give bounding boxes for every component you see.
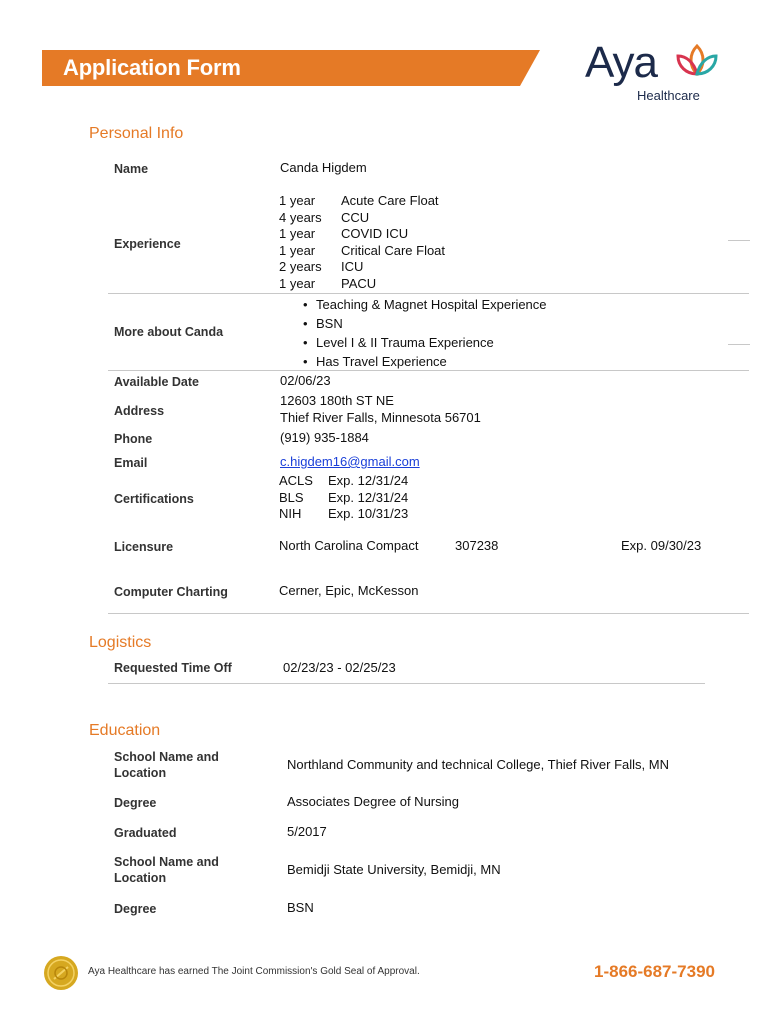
list-item: • Level I & II Trauma Experience <box>300 333 547 352</box>
computer-charting-value: Cerner, Epic, McKesson <box>279 583 419 598</box>
section-heading-education: Education <box>89 722 161 739</box>
available-date-value: 02/06/23 <box>280 373 331 388</box>
certification-item: NIH Exp. 10/31/23 <box>279 506 409 521</box>
certification-item: ACLS Exp. 12/31/24 <box>279 473 409 488</box>
degree-value: Associates Degree of Nursing <box>287 794 459 809</box>
section-heading-logistics: Logistics <box>89 634 152 651</box>
logo-wordmark: Aya <box>585 38 658 87</box>
time-off-value: 02/23/23 - 02/25/23 <box>283 660 396 675</box>
computer-charting-label: Computer Charting <box>114 585 228 599</box>
experience-item: 1 year COVID ICU <box>279 226 409 241</box>
school-name-value: Northland Community and technical College, Thief River Falls, MN <box>287 757 669 772</box>
experience-label: Experience <box>114 237 181 251</box>
phone-label: Phone <box>114 432 153 446</box>
logo-subtitle: Healthcare <box>637 88 700 103</box>
experience-item: 1 year Acute Care Float <box>279 193 439 208</box>
experience-item: 1 year PACU <box>279 275 377 291</box>
time-off-label: Requested Time Off <box>114 661 232 675</box>
divider <box>728 240 750 241</box>
degree-label: Degree <box>114 902 157 916</box>
experience-list <box>279 193 445 292</box>
experience-item: 1 year Critical Care Float <box>279 242 446 258</box>
name-value: Canda Higdem <box>280 160 367 175</box>
lotus-logo-icon <box>672 42 722 86</box>
school-name-label: School Name and Location <box>114 855 219 885</box>
school-name-value: Bemidji State University, Bemidji, MN <box>287 862 501 877</box>
page-title: Application Form <box>63 55 241 80</box>
available-date-label: Available Date <box>114 375 199 389</box>
graduated-value: 5/2017 <box>287 824 327 839</box>
experience-item: 4 years CCU <box>279 209 370 225</box>
address-label: Address <box>114 404 165 418</box>
licensure-label: Licensure <box>114 540 174 554</box>
school-name-label: School Name and Location <box>114 750 219 780</box>
certification-item: BLS Exp. 12/31/24 <box>279 489 409 505</box>
email-value <box>280 454 420 471</box>
certifications-list <box>279 473 408 523</box>
divider <box>108 293 749 294</box>
licensure-expiration: Exp. 09/30/23 <box>621 538 702 553</box>
section-heading-personal-info: Personal Info <box>89 125 184 142</box>
licensure-number: 307238 <box>455 538 499 553</box>
more-about-label: More about Canda <box>114 325 224 339</box>
list-item: • Teaching & Magnet Hospital Experience <box>300 295 547 314</box>
degree-value: BSN <box>287 900 314 915</box>
licensure-state: North Carolina Compact <box>279 538 419 553</box>
gold-seal-icon <box>43 955 79 991</box>
divider <box>108 613 749 614</box>
certifications-label: Certifications <box>114 492 194 506</box>
footer-text: Aya Healthcare has earned The Joint Commission's Gold Seal of Approval. <box>88 966 420 977</box>
divider <box>728 344 750 345</box>
experience-item: 2 years ICU <box>279 259 364 274</box>
divider <box>108 683 705 684</box>
phone-value: (919) 935-1884 <box>280 430 369 445</box>
email-link[interactable]: c.higdem16@gmail.com <box>280 454 420 469</box>
list-item: • BSN <box>300 314 547 333</box>
email-label: Email <box>114 456 148 470</box>
address-value: 12603 180th ST NE Thief River Falls, Minnesota 56701 <box>280 393 481 425</box>
footer-phone: 1-866-687-7390 <box>594 962 715 981</box>
divider <box>108 370 749 371</box>
degree-label: Degree <box>114 796 157 810</box>
more-about-list <box>300 295 547 371</box>
name-label: Name <box>114 162 149 176</box>
list-item: • Has Travel Experience <box>300 352 547 371</box>
graduated-label: Graduated <box>114 826 177 840</box>
